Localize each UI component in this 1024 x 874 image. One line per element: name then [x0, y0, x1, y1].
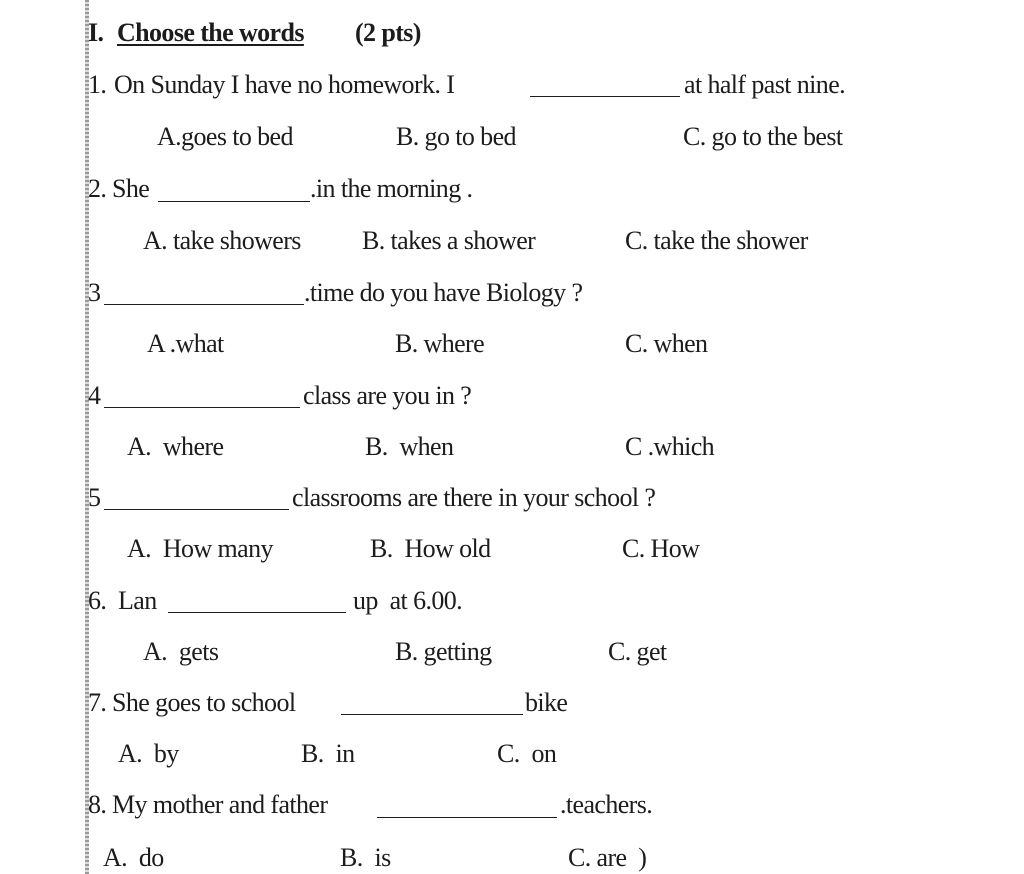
- question-number: 5: [88, 483, 101, 512]
- answer-blank[interactable]: [377, 817, 557, 818]
- option-b: B. in: [301, 739, 355, 768]
- answer-blank[interactable]: [341, 714, 523, 715]
- answer-blank[interactable]: [104, 407, 300, 408]
- option-b: B. getting: [395, 637, 492, 666]
- question-text-before: Lan: [118, 586, 157, 615]
- option-b: B. when: [365, 432, 454, 461]
- question-text-before: My mother and father: [112, 790, 328, 819]
- answer-blank[interactable]: [104, 304, 304, 305]
- question-text-after: .in the morning .: [310, 174, 473, 203]
- answer-blank[interactable]: [168, 612, 346, 613]
- question-text-after: classrooms are there in your school ?: [292, 483, 656, 512]
- question-text-before: She goes to school: [112, 688, 296, 717]
- option-b: B. where: [395, 329, 485, 358]
- option-b: B. is: [340, 843, 391, 872]
- option-c: C. How: [622, 534, 700, 563]
- option-c: C. get: [608, 637, 667, 666]
- option-a: A .what: [147, 329, 224, 358]
- question-text-after: up at 6.00.: [353, 586, 463, 615]
- option-c: C. when: [625, 329, 708, 358]
- option-a: A.goes to bed: [157, 122, 293, 151]
- option-a: A. where: [127, 432, 224, 461]
- option-a: A. take showers: [143, 226, 301, 255]
- option-c: C. take the shower: [625, 226, 808, 255]
- question-text-after: bike: [525, 688, 568, 717]
- answer-blank[interactable]: [104, 509, 289, 510]
- question-number: 3: [88, 278, 101, 307]
- option-c: C. on: [497, 739, 557, 768]
- question-text-after: .time do you have Biology ?: [304, 278, 583, 307]
- option-a: A. by: [118, 739, 179, 768]
- question-text-after: class are you in ?: [303, 381, 472, 410]
- option-c: C. go to the best: [683, 122, 843, 151]
- question-text-before: She: [112, 174, 150, 203]
- section-number: I.: [88, 18, 104, 47]
- option-a: A. How many: [127, 534, 273, 563]
- option-c: C .which: [625, 432, 715, 461]
- option-c: C. are ): [568, 843, 647, 872]
- answer-blank[interactable]: [530, 96, 680, 97]
- option-b: B. takes a shower: [362, 226, 536, 255]
- section-title: Choose the words: [117, 18, 304, 47]
- question-number: 4: [88, 381, 101, 410]
- question-number: 1.: [88, 70, 107, 99]
- option-b: B. go to bed: [396, 122, 516, 151]
- question-number: 6.: [88, 586, 107, 615]
- question-number: 7.: [88, 688, 107, 717]
- question-number: 8.: [88, 790, 107, 819]
- question-text-before: On Sunday I have no homework. I: [114, 70, 455, 99]
- question-text-after: at half past nine.: [684, 70, 846, 99]
- question-number: 2.: [88, 174, 107, 203]
- option-b: B. How old: [370, 534, 491, 563]
- option-a: A. do: [103, 843, 164, 872]
- page-margin-line: [85, 0, 89, 874]
- option-a: A. gets: [143, 637, 219, 666]
- answer-blank[interactable]: [158, 201, 310, 202]
- question-text-after: .teachers.: [560, 790, 653, 819]
- section-points: (2 pts): [355, 18, 421, 47]
